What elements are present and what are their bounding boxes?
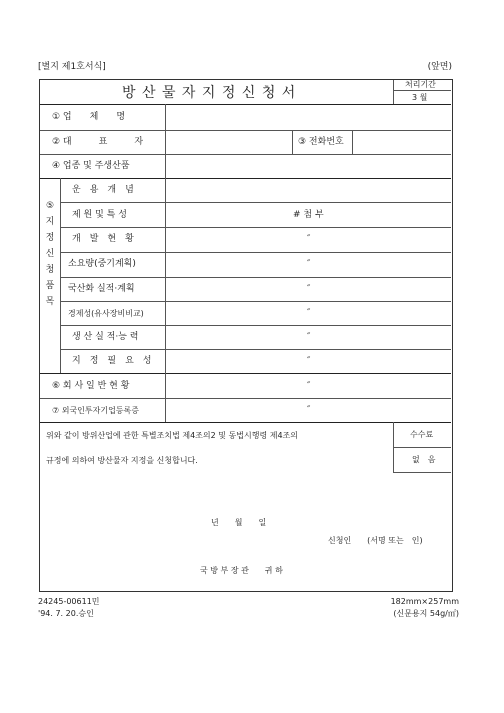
statement-line-1: 위와 같이 방위산업에 관한 특별조치법 제4조의2 및 동법시행령 제4조의 bbox=[46, 431, 298, 440]
item-value-specs: # 첨 부 bbox=[293, 210, 324, 220]
form-approval-number: 24245-00611민 bbox=[38, 597, 100, 606]
paper-type: (신문용지 54g/㎡) bbox=[393, 609, 459, 618]
item-value-quantity: ″ bbox=[307, 259, 311, 269]
item-label-necessity: 지 정 필 요 성 bbox=[72, 356, 152, 366]
application-form bbox=[39, 79, 453, 592]
item-value-localization: ″ bbox=[307, 284, 311, 294]
date-line: 년 월 일 bbox=[211, 518, 267, 527]
business-type-label: ④ 업종 및 주생산품 bbox=[52, 161, 130, 171]
item-value-development: ″ bbox=[307, 234, 311, 244]
item-label-production: 생 산 실 적·능 력 bbox=[72, 332, 139, 342]
phone-label: ③ 전화번호 bbox=[298, 137, 344, 147]
item-value-production: ″ bbox=[307, 332, 311, 342]
front-side-note: (앞면) bbox=[427, 62, 452, 72]
item-label-localization: 국산화 실적·계획 bbox=[68, 284, 135, 294]
item-value-necessity: ″ bbox=[307, 356, 311, 366]
company-name-label: ① 업 체 명 bbox=[52, 112, 126, 122]
company-status-label: ⑥ 회 사 일 반 현 황 bbox=[52, 381, 130, 391]
approval-date: '94. 7. 20.승인 bbox=[38, 609, 94, 618]
item-value-economy: ″ bbox=[307, 308, 311, 318]
paper-size: 182mm×257mm bbox=[390, 597, 459, 606]
item-label-development: 개 발 현 황 bbox=[72, 234, 134, 244]
section5-label: ⑤ 지 정 신 청 품 목 bbox=[45, 201, 55, 307]
statement-line-2: 규정에 의하여 방산물자 지정을 신청합니다. bbox=[46, 456, 198, 465]
representative-label: ② 대 표 자 bbox=[52, 137, 144, 147]
item-label-quantity: 소요량(중기계획) bbox=[68, 259, 136, 269]
recipient: 국 방 부 장 관 귀 하 bbox=[200, 566, 283, 575]
item-label-concept: 운 용 개 념 bbox=[72, 185, 134, 195]
item-label-economy: 경제성(유사장비비교) bbox=[68, 309, 144, 318]
fee-value: 없 음 bbox=[412, 455, 436, 464]
item-label-specs: 제 원 및 특 성 bbox=[72, 210, 127, 220]
foreign-investment-label: ⑦ 외국인투자기업등록증 bbox=[52, 406, 139, 415]
company-status-value: ″ bbox=[307, 381, 311, 391]
form-title: 방 산 물 자 지 정 신 청 서 bbox=[122, 85, 297, 101]
processing-period-label: 처리기간 bbox=[405, 80, 436, 89]
foreign-investment-value: ″ bbox=[307, 405, 311, 415]
fee-label: 수수료 bbox=[410, 430, 434, 439]
form-number-note: [별지 제1호서식] bbox=[38, 62, 106, 72]
applicant-signature: 신청인 (서명 또는 인) bbox=[328, 536, 423, 545]
processing-period-value: 3 월 bbox=[412, 93, 428, 102]
